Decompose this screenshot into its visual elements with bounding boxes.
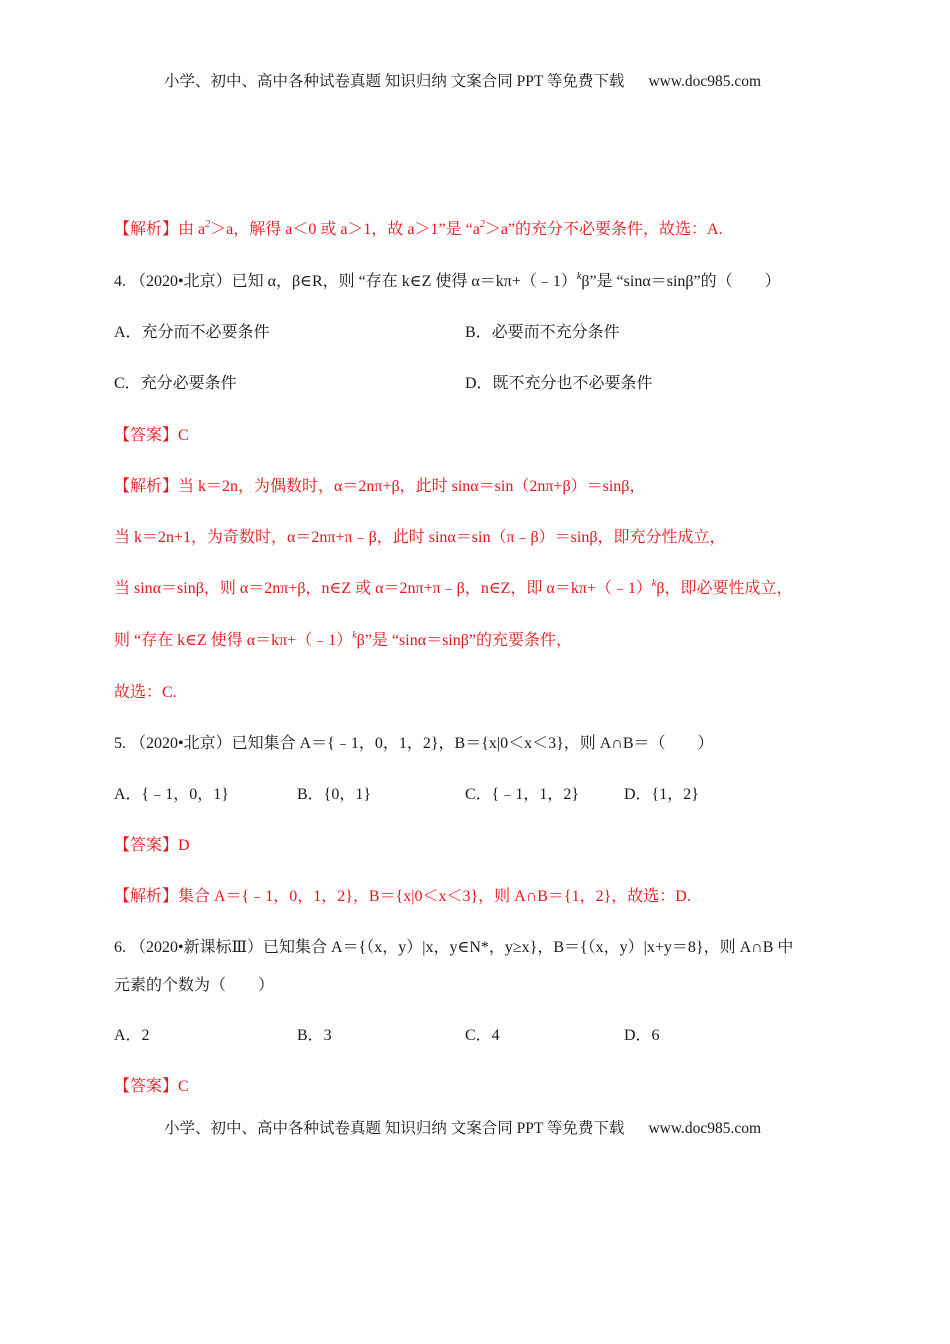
q4-option-d: D．既不充分也不必要条件 (465, 375, 653, 392)
text: 当 sinα＝sinβ，则 α＝2nπ+β，n∈Z 或 α＝2nπ+π﹣β，n∈Z，即 α＝kπ+（﹣1） (114, 580, 652, 597)
q6-option-c: C．4 (465, 1027, 500, 1044)
q6-stem-line-2: 元素的个数为（ ） (114, 977, 275, 994)
footer-text: 小学、初中、高中各种试卷真题 知识归纳 文案合同 PPT 等免费下载 (164, 1120, 625, 1137)
text: 【解析】由 a (114, 221, 206, 238)
text: 4. （2020•北京）已知 α，β∈R，则 “存在 k∈Z 使得 α＝kπ+（﹣1） (114, 273, 577, 290)
text: β”是 “sinα＝sinβ”的（ ） (581, 273, 781, 290)
q4-analysis-line-4 (114, 631, 572, 651)
q5-analysis: 【解析】集合 A＝{﹣1，0，1，2}，B＝{x|0＜x＜3}，则 A∩B＝{1，2}，故选：D. (114, 888, 691, 905)
q4-analysis-line-2: 当 k＝2n+1，为奇数时，α＝2nπ+π﹣β，此时 sinα＝sin（π﹣β）＝sinβ，即充分性成立， (114, 529, 726, 546)
q6-answer: 【答案】C (114, 1078, 189, 1095)
q5-option-a: A．{﹣1，0，1} (114, 786, 229, 803)
page-header (164, 69, 761, 91)
q6-stem-line-1: 6. （2020•新课标Ⅲ）已知集合 A＝{（x，y）|x，y∈N*，y≥x}，B＝{（x，y）|x+y＝8}，则 A∩B 中 (114, 939, 794, 956)
q5-option-b: B．{0，1} (297, 786, 372, 803)
q4-answer: 【答案】C (114, 427, 189, 444)
q5-answer: 【答案】D (114, 837, 190, 854)
q4-analysis-line-5: 故选：C. (114, 684, 177, 701)
q5-option-c: C．{﹣1，1，2} (465, 786, 580, 803)
superscript: 2 (479, 219, 485, 230)
q6-option-a: A．2 (114, 1027, 150, 1044)
text: ＞a，解得 a＜0 或 a＞1，故 a＞1”是 “a (210, 221, 480, 238)
superscript: k (576, 271, 582, 282)
q6-option-b: B．3 (297, 1027, 332, 1044)
superscript: k (352, 630, 357, 641)
q4-option-a: A．充分而不必要条件 (114, 324, 270, 341)
q5-stem: 5. （2020•北京）已知集合 A＝{﹣1，0，1，2}，B＝{x|0＜x＜3}，则 A∩B＝（ ） (114, 735, 714, 752)
footer-url: www.doc985.com (648, 1120, 762, 1137)
text: ＞a”的充分不必要条件，故选：A. (484, 221, 723, 238)
page-footer (164, 1116, 761, 1138)
header-url: www.doc985.com (648, 73, 762, 90)
header-text: 小学、初中、高中各种试卷真题 知识归纳 文案合同 PPT 等免费下载 (164, 73, 625, 90)
q4-analysis-line-3 (114, 579, 793, 599)
text: 则 “存在 k∈Z 使得 α＝kπ+（﹣1） (114, 632, 353, 649)
q6-option-d: D．6 (624, 1027, 660, 1044)
q4-option-b: B．必要而不充分条件 (465, 324, 620, 341)
superscript: 2 (205, 219, 211, 230)
q4-stem (114, 272, 781, 292)
q4-analysis-line-1: 【解析】当 k＝2n，为偶数时，α＝2nπ+β，此时 sinα＝sin（2nπ+β）＝sinβ， (114, 478, 646, 495)
superscript: k (651, 578, 657, 589)
text: β”是 “sinα＝sinβ”的充要条件， (356, 632, 572, 649)
q5-option-d: D．{1，2} (624, 786, 699, 803)
q4-option-c: C．充分必要条件 (114, 375, 237, 392)
q3-analysis (114, 220, 723, 240)
text: β，即必要性成立， (656, 580, 793, 597)
